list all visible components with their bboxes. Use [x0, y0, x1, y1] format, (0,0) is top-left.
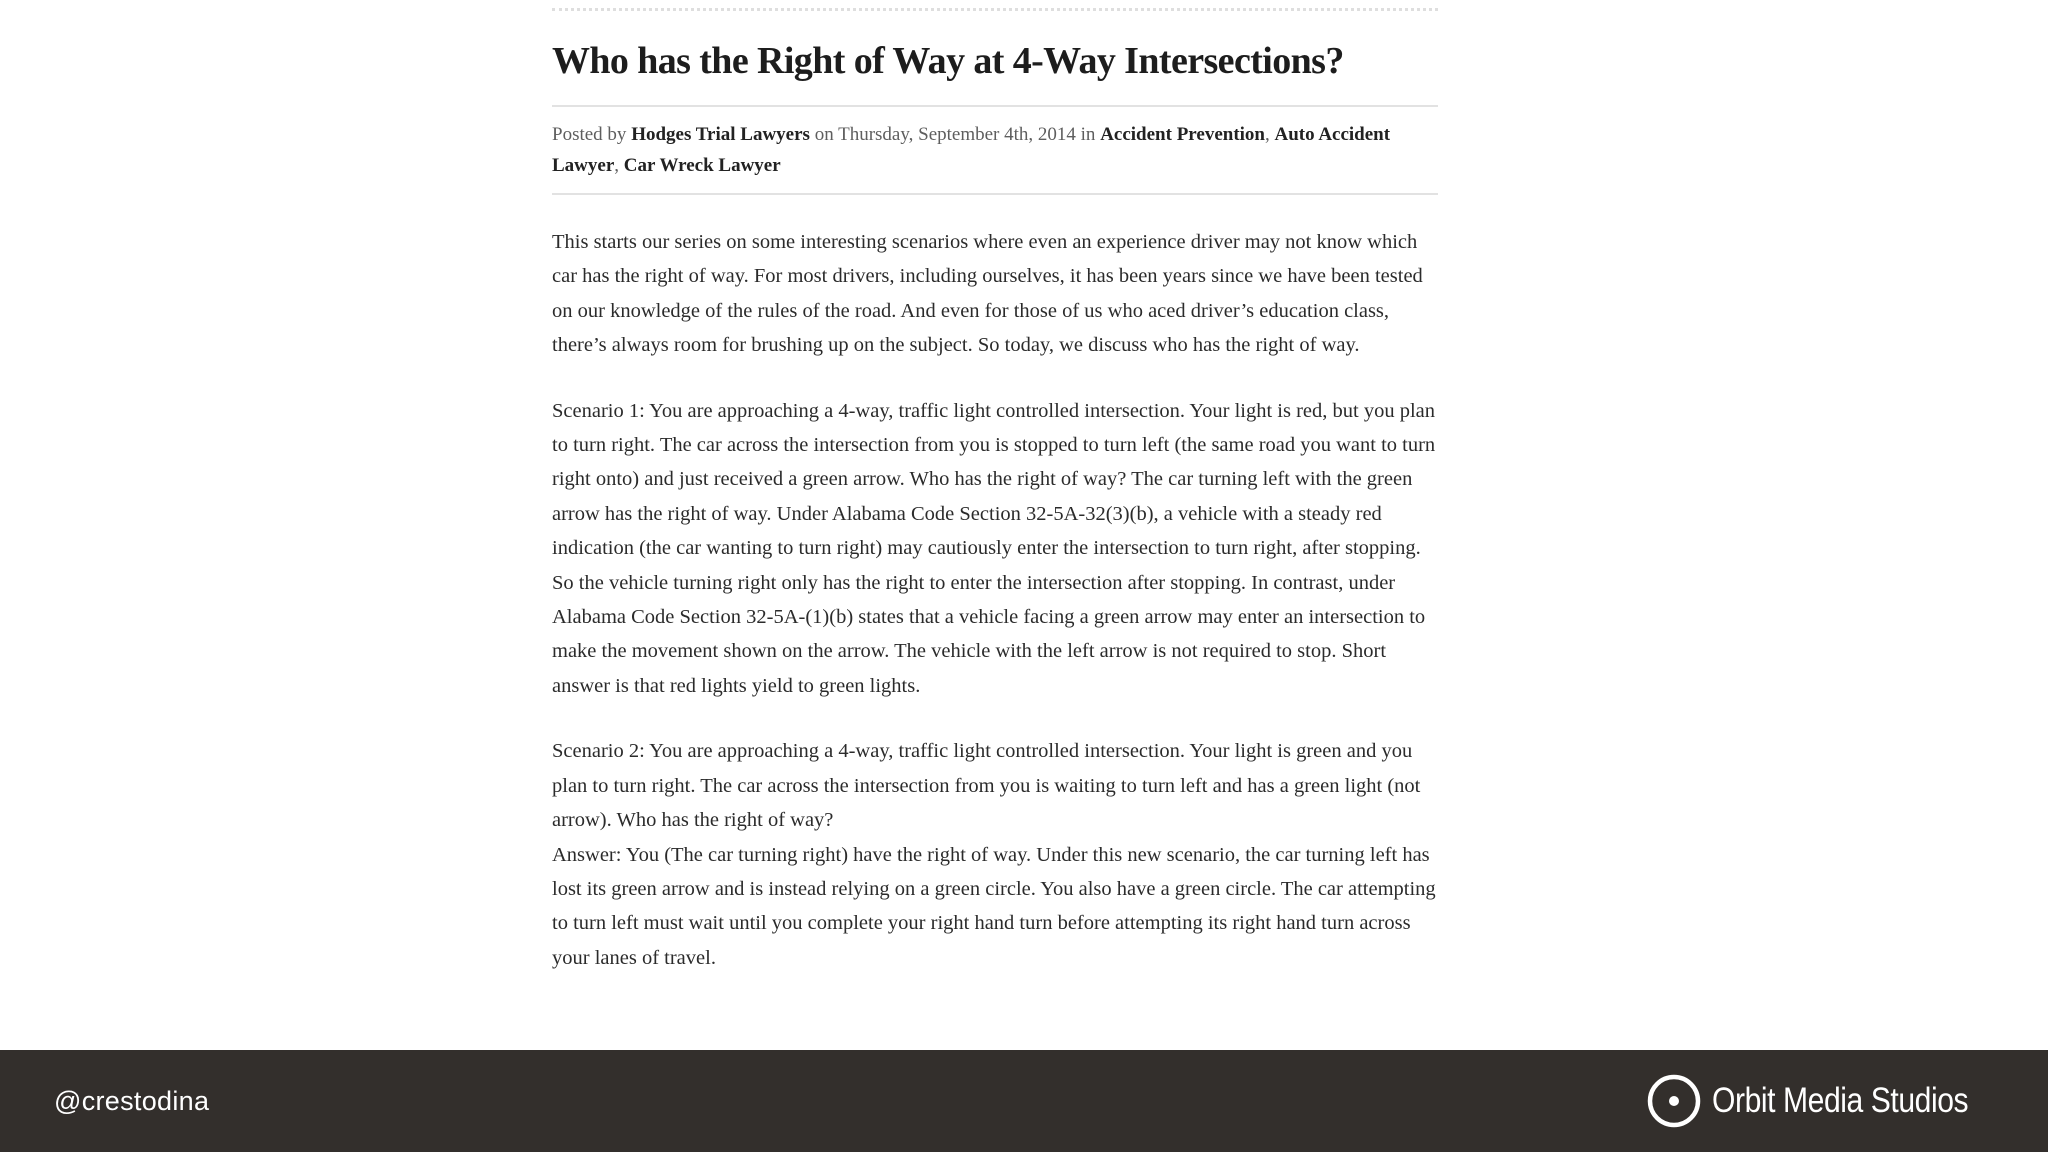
category-link-auto-accident-lawyer[interactable]: Auto Accident Lawyer	[552, 124, 1391, 176]
title-divider	[552, 105, 1438, 107]
brand-logo	[1646, 1073, 2010, 1129]
footer-bar	[0, 1050, 2048, 1152]
brand-name: Orbit Media Studios	[1712, 1081, 1969, 1120]
category-link-car-wreck-lawyer[interactable]: Car Wreck Lawyer	[623, 155, 781, 176]
blog-post	[552, 0, 1438, 975]
category-separator: ,	[614, 155, 620, 176]
posted-by-label: Posted by	[552, 124, 627, 145]
scenario-2-answer-paragraph: Answer: You (The car turning right) have the right of way. Under this new scenario, the car turning left has lost its green arrow and is instead relying on a green circle. You also have a green circle. The car attempting to turn left must wait until you complete your right hand turn before attempting its right hand turn across your lanes of travel.	[552, 843, 1436, 969]
category-link-accident-prevention[interactable]: Accident Prevention	[1100, 124, 1265, 145]
scenario-1-paragraph: Scenario 1: You are approaching a 4-way, traffic light controlled intersection. Your light is red, but you plan to turn right. The car across the intersection from you is stopped to turn left (the same road you want to turn right onto) and just received a green arrow. Who has the right of way? The car turning left with the green arrow has the right of way. Under Alabama Code Section 32-5A-32(3)(b), a vehicle with a steady red indication (the car wanting to turn right) may cautiously enter the intersection to turn right, after stopping. So the vehicle turning right only has the right to enter the intersection after stopping. In contrast, under Alabama Code Section 32-5A-(1)(b) states that a vehicle facing a green arrow may enter an intersection to make the movement shown on the arrow. The vehicle with the left arrow is not required to stop. Short answer is that red lights yield to green lights.	[552, 399, 1436, 697]
category-separator: ,	[1265, 124, 1270, 145]
meta-divider	[552, 193, 1438, 195]
top-dotted-divider	[552, 8, 1438, 11]
author-link[interactable]: Hodges Trial Lawyers	[631, 124, 810, 145]
intro-paragraph: This starts our series on some interesting scenarios where even an experience driver may not know which car has the right of way. For most drivers, including ourselves, it has been years since we have been tested on our knowledge of the rules of the road. And even for those of us who aced driver’s education class, there’s always room for brushing up on the subject. So today, we discuss who has the right of way.	[552, 231, 1423, 357]
orbit-logo-icon	[1646, 1073, 1702, 1129]
post-meta	[552, 119, 1438, 181]
post-title: Who has the Right of Way at 4-Way Intersections?	[552, 40, 1344, 82]
post-content	[552, 225, 1438, 975]
twitter-handle: @crestodina	[54, 1086, 210, 1116]
post-date: on Thursday, September 4th, 2014 in	[814, 124, 1096, 145]
scenario-2-paragraph: Scenario 2: You are approaching a 4-way, traffic light controlled intersection. Your light is green and you plan to turn right. The car across the intersection from you is waiting to turn left and has a green light (not arrow). Who has the right of way?	[552, 740, 1421, 832]
